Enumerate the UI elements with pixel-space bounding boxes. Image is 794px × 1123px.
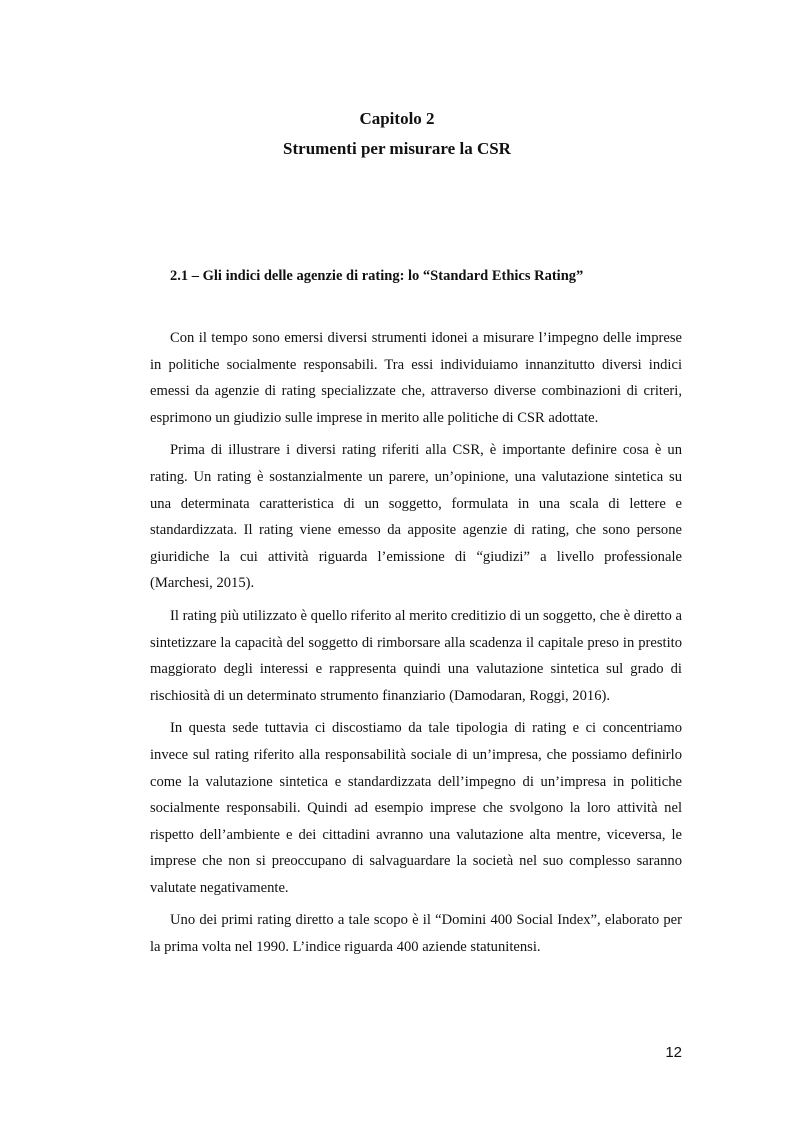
chapter-label: Capitolo 2	[359, 109, 435, 128]
section-heading: 2.1 – Gli indici delle agenzie di rating: lo “Standard Ethics Rating”	[170, 268, 584, 284]
chapter-header	[0, 104, 794, 164]
paragraph: Il rating più utilizzato è quello riferito al merito creditizio di un soggetto, che è diretto a sintetizzare la capacità del soggetto di rimborsare alla scadenza il capitale preso in prestito maggiorato degli interessi e rappresenta quindi una valutazione sintetica sul grado di rischiosità di un determinato strumento finanziario (Damodaran, Roggi, 2016).	[150, 607, 682, 704]
paragraph: Prima di illustrare i diversi rating riferiti alla CSR, è importante definire cosa è un rating. Un rating è sostanzialmente un parere, un’opinione, una valutazione sintetica su una determinata caratteristica di un soggetto, formulata in una scala di lettere e standardizzata. Il rating viene emesso da apposite agenzie di rating, che sono persone giuridiche la cui attività riguarda l’emissione di “giudizi” a livello professionale (Marchesi, 2015).	[150, 442, 682, 592]
paragraph: In questa sede tuttavia ci discostiamo da tale tipologia di rating e ci concentriamo invece sul rating riferito alla responsabilità sociale di un’impresa, che possiamo definirlo come la valutazione sintetica e standardizzata dell’impegno di un’impresa in politiche socialmente responsabili. Quindi ad esempio imprese che svolgono la loro attività nel rispetto dell’ambiente e dei cittadini avranno una valutazione alta mentre, viceversa, le imprese che non si preoccupano di salvaguardare la società nel suo complesso saranno valutate negativamente.	[150, 720, 682, 896]
chapter-title: Strumenti per misurare la CSR	[283, 139, 511, 158]
body-text	[150, 325, 682, 967]
paragraph: Uno dei primi rating diretto a tale scopo è il “Domini 400 Social Index”, elaborato per la prima volta nel 1990. L’indice riguarda 400 aziende statunitensi.	[150, 912, 682, 956]
page-number: 12	[665, 1044, 682, 1061]
paragraph: Con il tempo sono emersi diversi strumenti idonei a misurare l’impegno delle imprese in politiche socialmente responsabili. Tra essi individuiamo innanzitutto diversi indici emessi da agenzie di rating specializzate che, attraverso diverse combinazioni di criteri, esprimono un giudizio sulle imprese in merito alle politiche di CSR adottate.	[150, 330, 682, 426]
